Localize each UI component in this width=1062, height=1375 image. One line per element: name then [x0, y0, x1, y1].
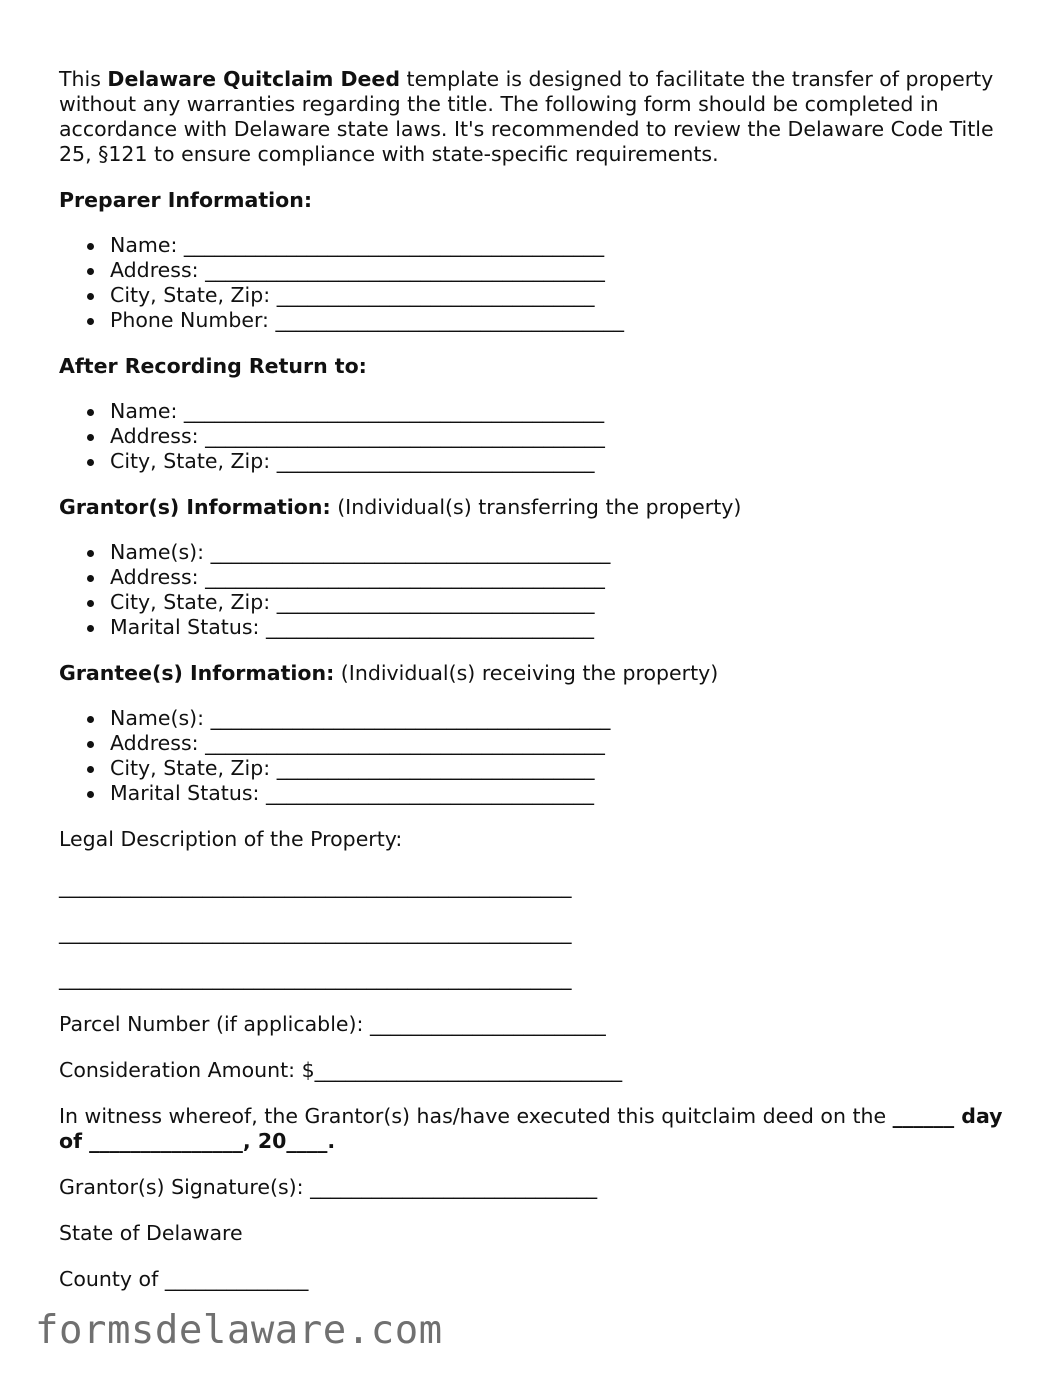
- field-label: City, State, Zip:: [110, 283, 277, 307]
- signature-label: Grantor(s) Signature(s):: [59, 1175, 311, 1199]
- witness-paragraph: [59, 1104, 1019, 1154]
- field-label: Name(s):: [110, 540, 211, 564]
- signature-line: [59, 1175, 1019, 1200]
- grantor-address-blank[interactable]: _______________________________________: [205, 565, 605, 589]
- grantee-marital-blank[interactable]: ________________________________: [265, 781, 594, 805]
- state-line: State of Delaware: [59, 1221, 243, 1245]
- field-label: City, State, Zip:: [110, 449, 277, 473]
- grantor-address-item: [110, 565, 1019, 590]
- grantee-city-blank[interactable]: _______________________________: [276, 756, 595, 780]
- grantor-city-blank[interactable]: _______________________________: [276, 590, 595, 614]
- return-city-blank[interactable]: _______________________________: [276, 449, 595, 473]
- intro-prefix: This: [59, 67, 108, 91]
- grantee-heading-title: Grantee(s) Information:: [59, 661, 335, 685]
- field-label: Name:: [110, 233, 184, 257]
- return-address-item: [110, 424, 1019, 449]
- grantor-heading-note: (Individual(s) transferring the property): [330, 495, 742, 519]
- parcel-number-line: [59, 1012, 1019, 1037]
- consideration-label: Consideration Amount: $: [59, 1058, 315, 1082]
- field-label: Name:: [110, 399, 184, 423]
- consideration-blank[interactable]: ______________________________: [314, 1058, 623, 1082]
- grantee-marital-item: [110, 781, 1019, 806]
- legal-description-line-1[interactable]: __________________________________________________: [59, 874, 572, 898]
- preparer-phone-blank[interactable]: __________________________________: [275, 308, 624, 332]
- preparer-phone-item: [110, 308, 1019, 333]
- grantee-name-item: [110, 706, 1019, 731]
- return-city-item: [110, 449, 1019, 474]
- grantor-heading-title: Grantor(s) Information:: [59, 495, 331, 519]
- field-label: Phone Number:: [110, 308, 276, 332]
- grantee-heading: [59, 661, 1019, 686]
- return-name-item: [110, 399, 1019, 424]
- preparer-heading: Preparer Information:: [59, 188, 313, 212]
- preparer-city-blank[interactable]: _______________________________: [276, 283, 595, 307]
- legal-description-line-2[interactable]: __________________________________________________: [59, 920, 572, 944]
- grantee-heading-note: (Individual(s) receiving the property): [334, 661, 719, 685]
- return-address-blank[interactable]: _______________________________________: [205, 424, 605, 448]
- field-label: Address:: [110, 424, 206, 448]
- intro-text: template is designed to facilitate the transfer of property without any warranties regarding the title. The following form should be completed in accordance with Delaware state laws. It's recommended to review the Delaware Code Title 25, §121 to ensure compliance with state-specific requirements.: [59, 67, 994, 166]
- field-label: City, State, Zip:: [110, 756, 277, 780]
- field-label: Marital Status:: [110, 615, 266, 639]
- grantee-address-item: [110, 731, 1019, 756]
- return-name-blank[interactable]: _________________________________________: [183, 399, 605, 423]
- signature-blank[interactable]: ____________________________: [310, 1175, 598, 1199]
- parcel-number-blank[interactable]: _______________________: [369, 1012, 606, 1036]
- grantor-name-blank[interactable]: _______________________________________: [210, 540, 611, 564]
- grantee-city-item: [110, 756, 1019, 781]
- grantor-marital-item: [110, 615, 1019, 640]
- consideration-line: [59, 1058, 1019, 1083]
- field-label: Address:: [110, 731, 206, 755]
- preparer-city-item: [110, 283, 1019, 308]
- field-label: Name(s):: [110, 706, 211, 730]
- field-label: Address:: [110, 258, 206, 282]
- intro-title: Delaware Quitclaim Deed: [107, 67, 401, 91]
- preparer-address-blank[interactable]: _______________________________________: [205, 258, 605, 282]
- legal-description-line-3[interactable]: __________________________________________________: [59, 966, 572, 990]
- field-label: Address:: [110, 565, 206, 589]
- grantor-city-item: [110, 590, 1019, 615]
- witness-date-blanks[interactable]: ______ day of _______________, 20____.: [59, 1104, 1003, 1153]
- grantor-name-item: [110, 540, 1019, 565]
- grantee-address-blank[interactable]: _______________________________________: [205, 731, 605, 755]
- preparer-name-blank[interactable]: _________________________________________: [183, 233, 605, 257]
- grantor-heading: [59, 495, 1019, 520]
- site-footer-watermark: formsdelaware.com: [35, 1308, 443, 1353]
- preparer-list: [59, 233, 1019, 333]
- witness-text: In witness whereof, the Grantor(s) has/have executed this quitclaim deed on the: [59, 1104, 893, 1128]
- preparer-name-item: [110, 233, 1019, 258]
- return-heading: After Recording Return to:: [59, 354, 367, 378]
- grantor-list: [59, 540, 1019, 640]
- grantee-list: [59, 706, 1019, 806]
- document-page: [59, 67, 1019, 1313]
- preparer-address-item: [110, 258, 1019, 283]
- return-list: [59, 399, 1019, 474]
- legal-description-label: Legal Description of the Property:: [59, 827, 403, 851]
- grantee-name-blank[interactable]: _______________________________________: [210, 706, 611, 730]
- parcel-number-label: Parcel Number (if applicable):: [59, 1012, 370, 1036]
- intro-paragraph: [59, 67, 1019, 167]
- field-label: Marital Status:: [110, 781, 266, 805]
- county-line: [59, 1267, 1019, 1292]
- field-label: City, State, Zip:: [110, 590, 277, 614]
- grantor-marital-blank[interactable]: ________________________________: [265, 615, 594, 639]
- county-label: County of: [59, 1267, 165, 1291]
- county-blank[interactable]: ______________: [164, 1267, 309, 1291]
